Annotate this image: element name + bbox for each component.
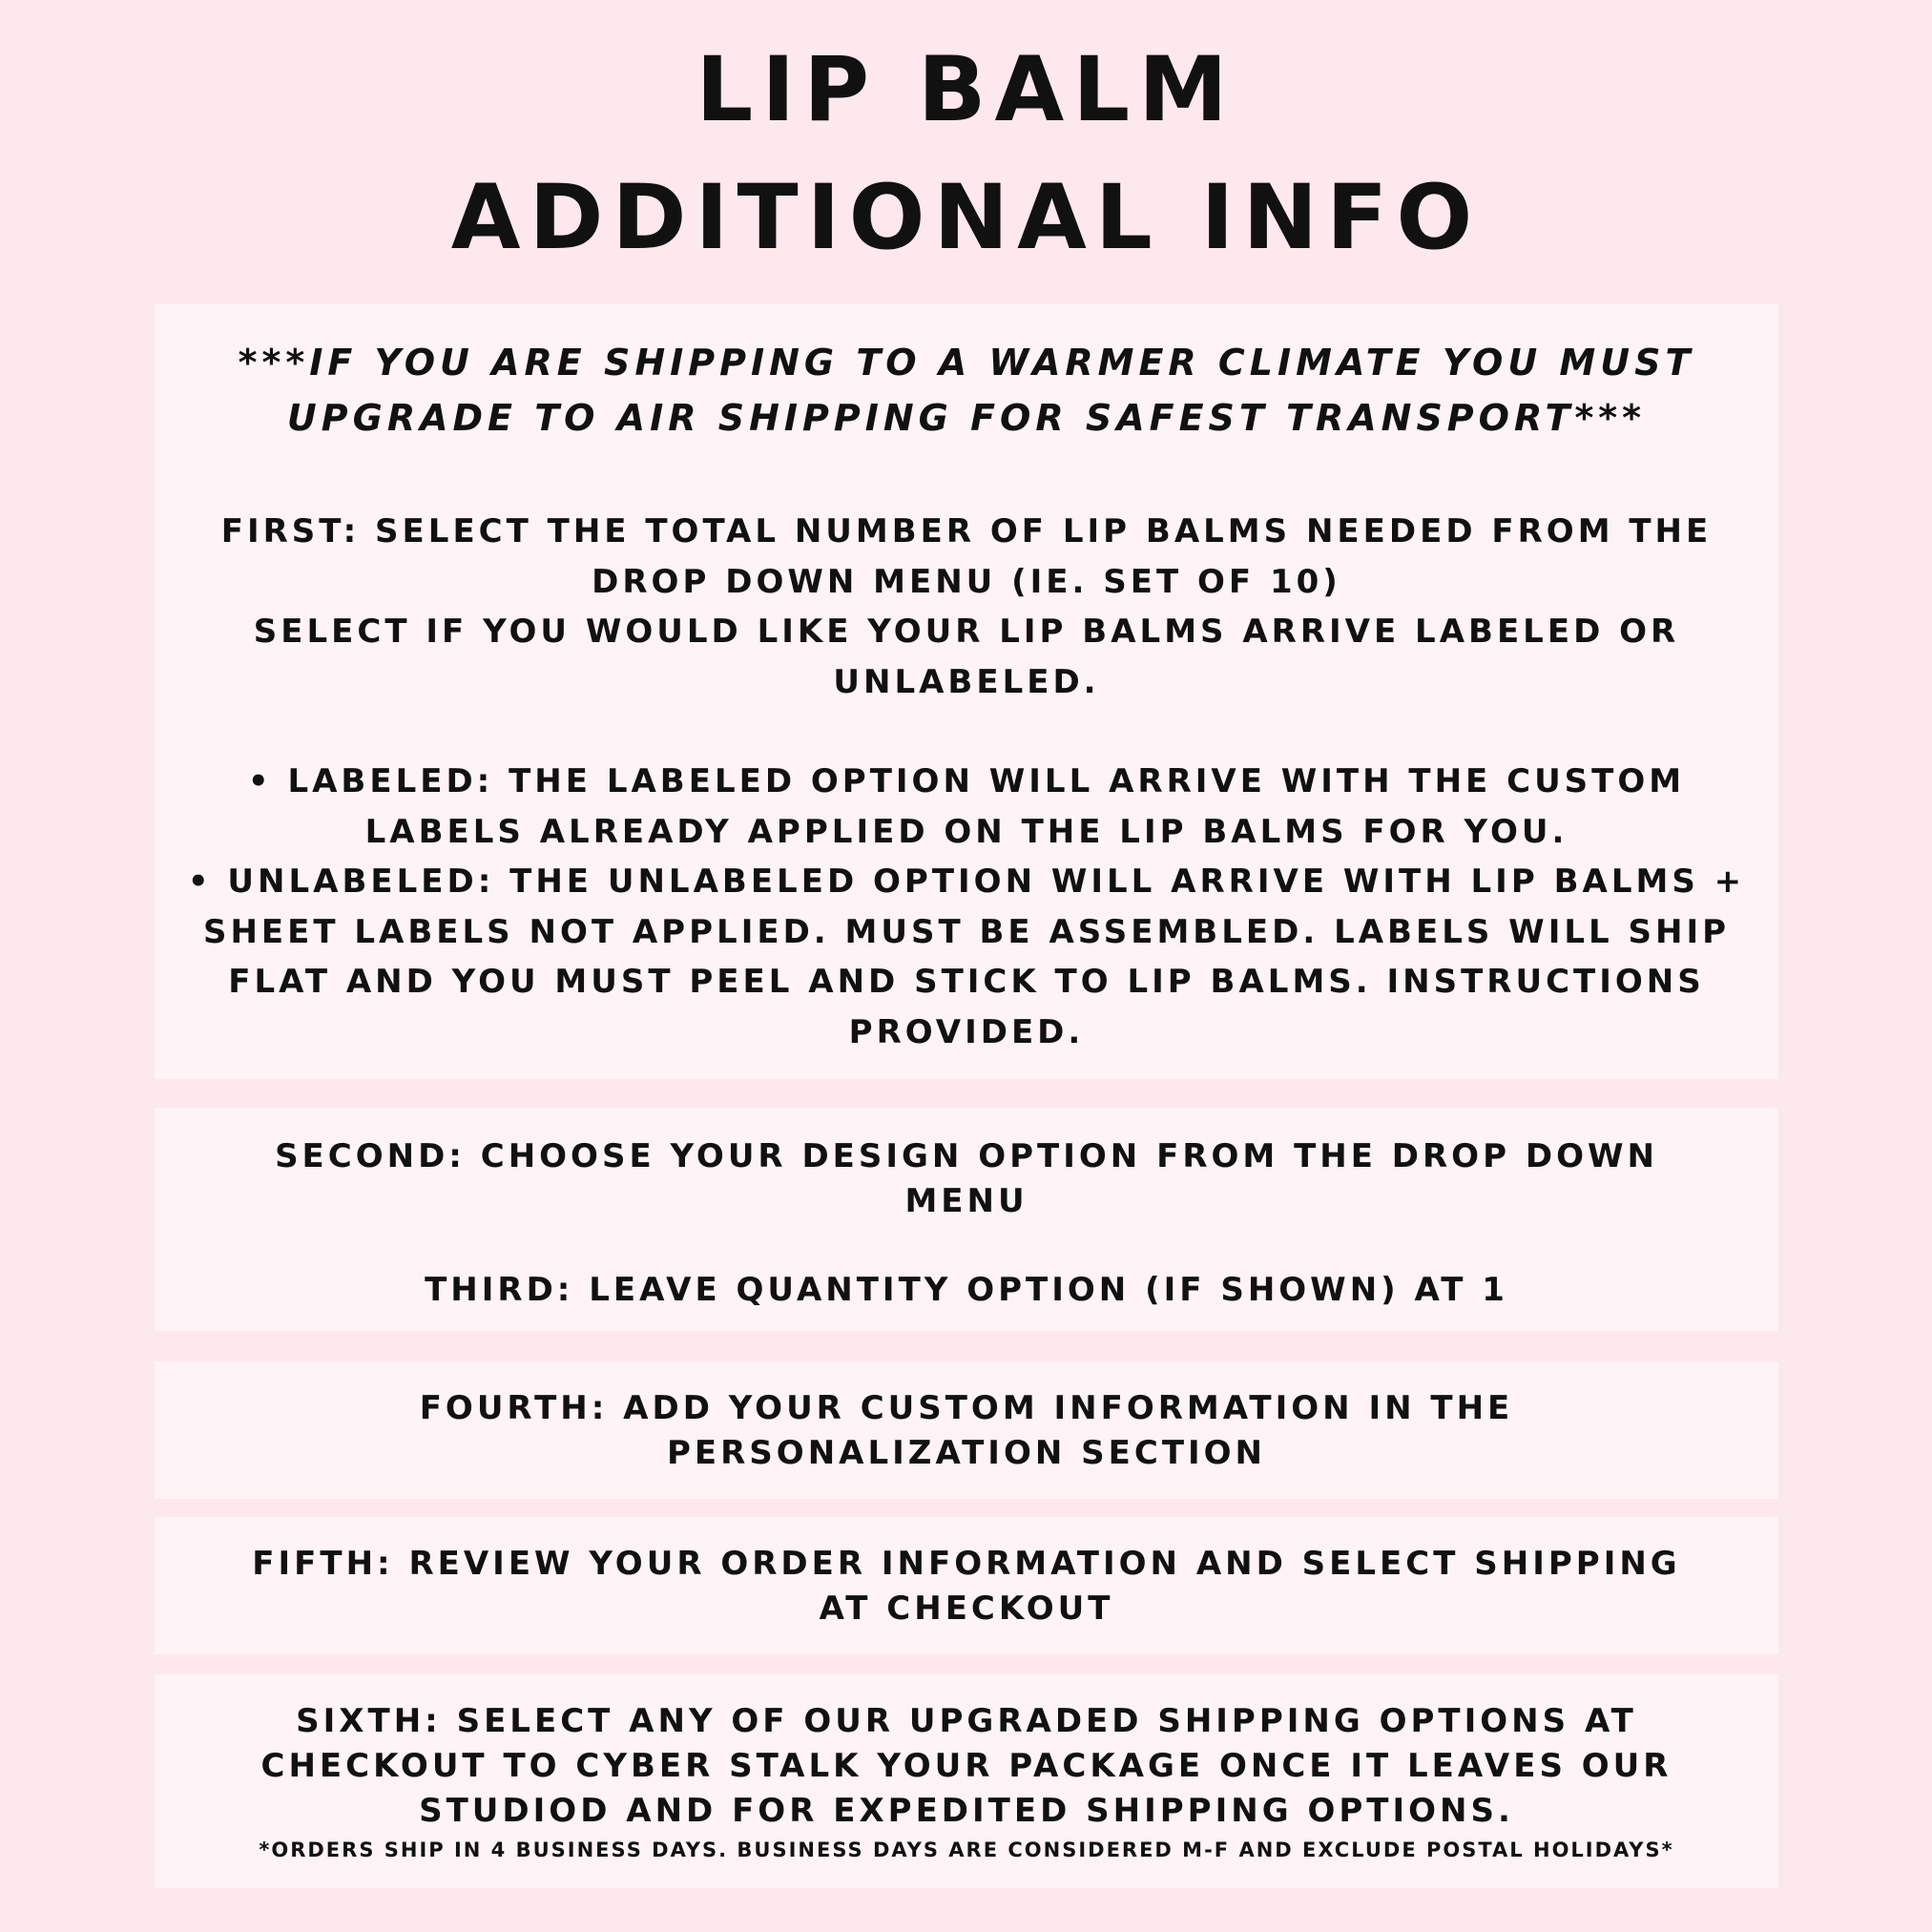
step-fourth-text: FOURTH: ADD YOUR CUSTOM INFORMATION IN THE PERSONALIZATION SECTION	[419, 1389, 1514, 1472]
step-third-text: THIRD: LEAVE QUANTITY OPTION (IF SHOWN) AT 1	[425, 1271, 1508, 1309]
step-fifth-text: FIFTH: REVIEW YOUR ORDER INFORMATION AND SELECT SHIPPING AT CHECKOUT	[252, 1545, 1681, 1628]
step-first-text: FIRST: SELECT THE TOTAL NUMBER OF LIP BALMS NEEDED FROM THE DROP DOWN MENU (IE. SET OF 10)	[220, 512, 1713, 601]
page-title-line-1: LIP BALM	[696, 38, 1236, 142]
info-box-second-third-step	[155, 1108, 1778, 1331]
info-box-sixth-step	[155, 1674, 1778, 1888]
labeled-option-text: • LABELED: THE LABELED OPTION WILL ARRIVE WITH THE CUSTOM LABELS ALREADY APPLIED ON THE LIP BALMS FOR YOU.	[247, 762, 1686, 851]
label-selection-text: SELECT IF YOU WOULD LIKE YOUR LIP BALMS ARRIVE LABELED OR UNLABELED.	[253, 613, 1680, 701]
shipping-footnote: *ORDERS SHIP IN 4 BUSINESS DAYS. BUSINESS DAYS ARE CONSIDERED M-F AND EXCLUDE POSTAL HOLIDAYS*	[259, 1839, 1674, 1861]
unlabeled-option-text: • UNLABELED: THE UNLABELED OPTION WILL ARRIVE WITH LIP BALMS + SHEET LABELS NOT APPLIED. MUST BE ASSEMBLED. LABELS WILL SHIP FLAT AND YOU MUST PEEL AND STICK TO LIP BALMS. INSTRUCTIONS PROVIDED.	[187, 862, 1746, 1051]
info-box-fourth-step	[155, 1361, 1778, 1499]
info-box-fifth-step	[155, 1517, 1778, 1654]
info-box-first-step	[155, 304, 1778, 1079]
shipping-warning: ***IF YOU ARE SHIPPING TO A WARMER CLIMATE YOU MUST UPGRADE TO AIR SHIPPING FOR SAFEST TRANSPORT***	[238, 342, 1695, 439]
page-title-line-2: ADDITIONAL INFO	[450, 166, 1482, 270]
step-second-text: SECOND: CHOOSE YOUR DESIGN OPTION FROM THE DROP DOWN MENU	[275, 1137, 1658, 1220]
step-sixth-text: SIXTH: SELECT ANY OF OUR UPGRADED SHIPPING OPTIONS AT CHECKOUT TO CYBER STALK YOUR PACKAGE ONCE IT LEAVES OUR STUDIOD AND FOR EXPEDITED SHIPPING OPTIONS.	[260, 1702, 1672, 1830]
